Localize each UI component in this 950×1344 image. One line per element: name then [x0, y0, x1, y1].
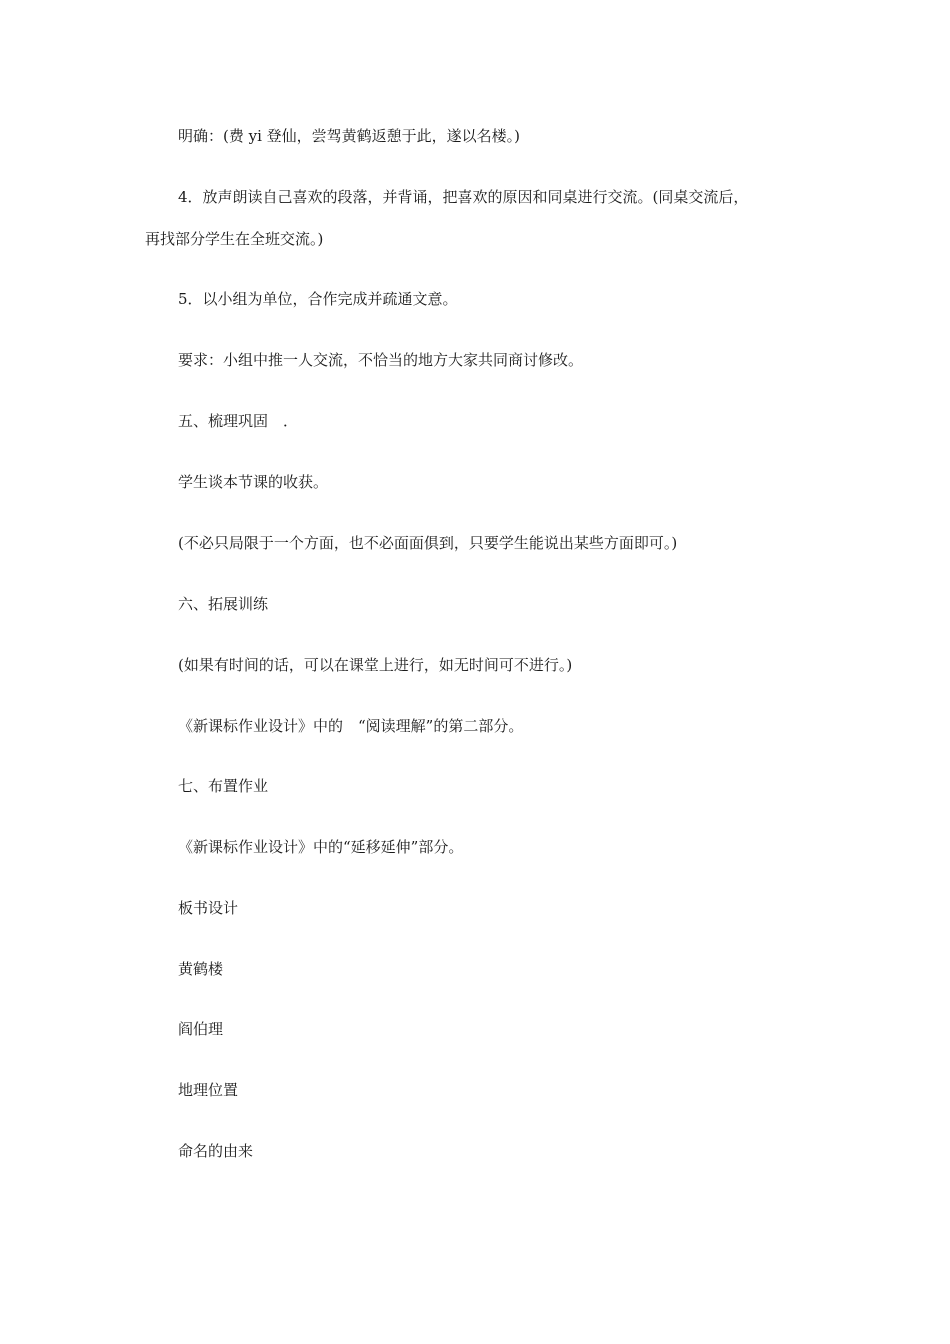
- board-item-location: 地理位置: [178, 1081, 239, 1099]
- paragraph-note-time: (如果有时间的话，可以在课堂上进行，如无时间可不进行。): [178, 656, 573, 674]
- section-heading-7: 七、布置作业: [178, 777, 269, 795]
- paragraph-note-aspects: (不必只局限于一个方面，也不必面面俱到，只要学生能说出某些方面即可。): [178, 534, 678, 552]
- paragraph-homework: 《新课标作业设计》中的“延移延伸”部分。: [178, 838, 464, 856]
- board-item-naming-origin: 命名的由来: [178, 1142, 254, 1160]
- section-heading-5: 五、梳理巩固 ．: [178, 412, 299, 430]
- section-heading-6: 六、拓展训练: [178, 595, 269, 613]
- paragraph-requirement: 要求：小组中推一人交流，不恰当的地方大家共同商讨修改。: [178, 351, 584, 369]
- paragraph-reading-comprehension: 《新课标作业设计》中的 “阅读理解”的第二部分。: [178, 717, 524, 735]
- paragraph-student-gains: 学生谈本节课的收获。: [178, 473, 329, 491]
- paragraph-mingque: 明确：(费 yi 登仙，尝驾黄鹤返憩于此，遂以名楼。): [178, 127, 521, 145]
- paragraph-item-4-line-2: 再找部分学生在全班交流。): [145, 230, 324, 248]
- paragraph-item-5: 5．以小组为单位，合作完成并疏通文意。: [178, 290, 458, 308]
- board-item-author: 阎伯理: [178, 1020, 224, 1038]
- heading-board-design: 板书设计: [178, 899, 239, 917]
- board-item-title: 黄鹤楼: [178, 960, 224, 978]
- paragraph-item-4-line-1: 4．放声朗读自己喜欢的段落，并背诵，把喜欢的原因和同桌进行交流。(同桌交流后，: [178, 188, 749, 206]
